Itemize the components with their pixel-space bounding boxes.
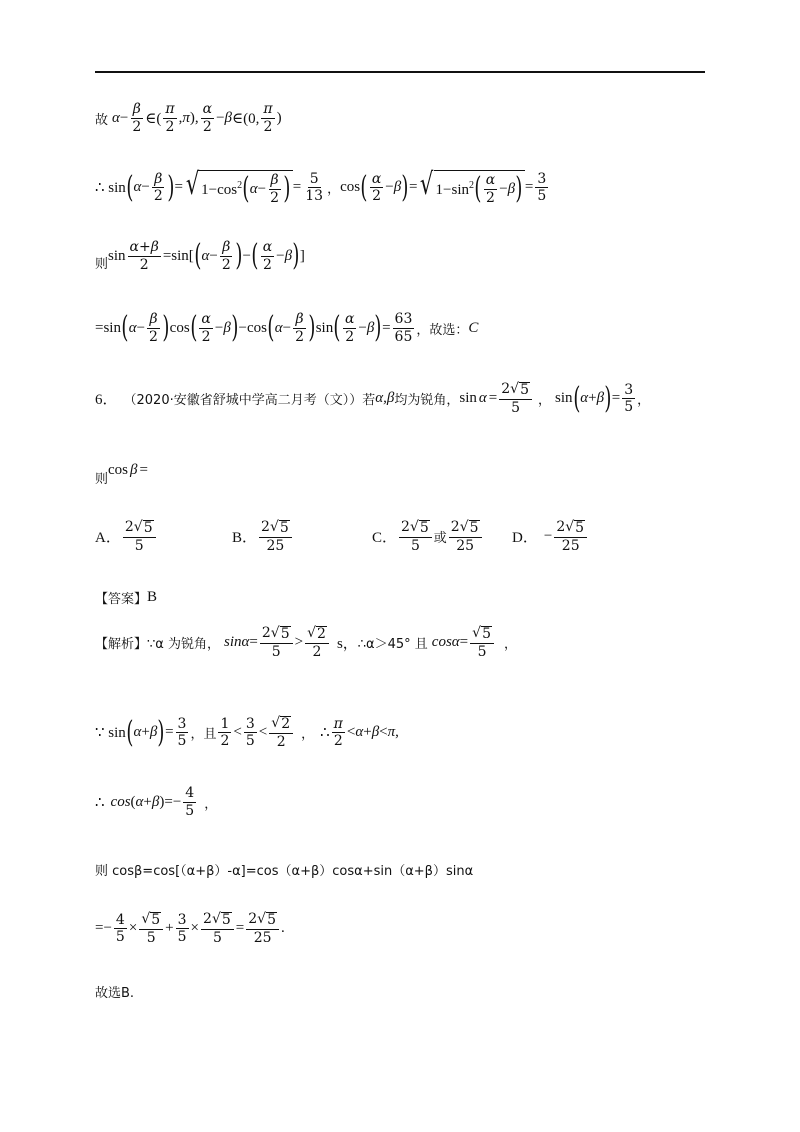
line-3: 则 sin $\frac{\alpha+\beta}{2}$ =sin[ ( α − $\frac{\beta}{2}$ ) − ( $\frac{\alpha}{2}$ − β ) ] — [95, 238, 305, 274]
question-source: （2020·安徽省舒城中学高二月考（文））若 — [123, 393, 376, 409]
selected-choice: C — [468, 319, 479, 336]
prefix-ze: 则 — [95, 257, 109, 273]
analysis-line-2: ∵ sin ( α + β ) = $\frac{3}{5}$ ，且 $\frac{1}{2}$ < $\frac{3}{5}$ < √ 2 2 ， ∴ $\frac{\pi}{2}$ < α + β < π , — [95, 714, 399, 750]
answer-value: B — [147, 589, 158, 605]
option-a[interactable]: A． 2 √ 5 5 — [95, 520, 158, 553]
question-vars: α,β — [375, 390, 395, 407]
analysis-label: 【解析】 — [95, 637, 148, 653]
option-b-label: B． — [232, 530, 258, 547]
question-mid: 均为锐角， — [394, 393, 460, 409]
prefix-gu: 故 — [95, 112, 109, 128]
line-4: =sin ( α − $\frac{\beta}{2}$ ) cos ( $\frac{\alpha}{2}$ − β ) −cos ( α − $\frac{\beta}{2}$ ) sin ( $\frac{\alpha}{2}$ − β ) = $\frac{63}{65}$ ，故选： C — [95, 310, 479, 346]
and-word: ，且 — [190, 727, 217, 743]
question-6: 6． （2020·安徽省舒城中学高二月考（文））若 α,β 均为锐角， sin α = 2 √ 5 5 ， sin ( α + β ) = $\frac{3}{5}$ ， — [95, 380, 651, 416]
option-c-label: C． — [372, 530, 398, 547]
analysis-line-1: 【解析】 ∵α 为锐角， sinα = 2 √ 5 5 > √ 2 2 s， ∴α＞45° 且 cosα = √ 5 5 ， — [95, 625, 517, 660]
or-word: 或 — [433, 531, 447, 547]
answer-line — [95, 588, 157, 607]
final-expansion: 则 cosβ=cos[（α+β）-α]=cos（α+β）cosα+sin（α+β）sinα — [95, 864, 474, 879]
analysis-line-4 — [95, 860, 473, 879]
analysis-line-5: =− $\frac{4}{5}$ × √ 5 5 + $\frac{3}{5}$ × 2 √ 5 5 = 2 √ 5 25 . — [95, 911, 285, 946]
option-c[interactable]: C． 2 √ 5 5 或 2 √ 5 25 — [372, 520, 484, 553]
option-b[interactable]: B． 2 √ 5 25 — [232, 520, 294, 553]
option-d[interactable]: D． − 2 √ 5 25 — [512, 520, 589, 553]
select-text: ，故选： — [416, 322, 469, 338]
analysis-text-2: ∴α＞45° 且 — [357, 637, 428, 653]
analysis-s: s， — [336, 636, 358, 653]
line-2: ∴ sin ( α − $\frac{\beta}{2}$ ) = √ $1-\cos^2$ ( α − $\frac{\beta}{2}$ ) = $\frac{5}{13}$ ， cos ( $\frac{\alpha}{2}$ − β ) = √ $1-\sin^2$ ( $\frac{\alpha}{2}$ − β ) = $\frac{3}{5}$ — [95, 167, 547, 207]
answer-label: 【答案】 — [95, 592, 148, 607]
line-1: 故 α − $\frac{\beta}{2}$ ∈( $\frac{\pi}{2}$ , π ), $\frac{\alpha}{2}$ − β ∈(0, $\frac{\pi}{2}$ ) — [95, 101, 282, 135]
comma: ， — [503, 637, 517, 653]
header-rule — [95, 71, 705, 73]
conclusion-line — [95, 982, 134, 1001]
question-6-line2: 则 cos β = — [95, 462, 148, 487]
then-word: 则 — [95, 472, 109, 487]
conclusion: 故选B. — [95, 986, 135, 1001]
question-number: 6． — [95, 392, 118, 409]
analysis-text-1: ∵α 为锐角， — [147, 637, 220, 653]
analysis-line-3: ∴ cos ( α + β ) =− $\frac{4}{5}$ ， — [95, 785, 218, 819]
option-d-label: D． — [512, 530, 538, 547]
option-a-label: A． — [95, 530, 121, 547]
